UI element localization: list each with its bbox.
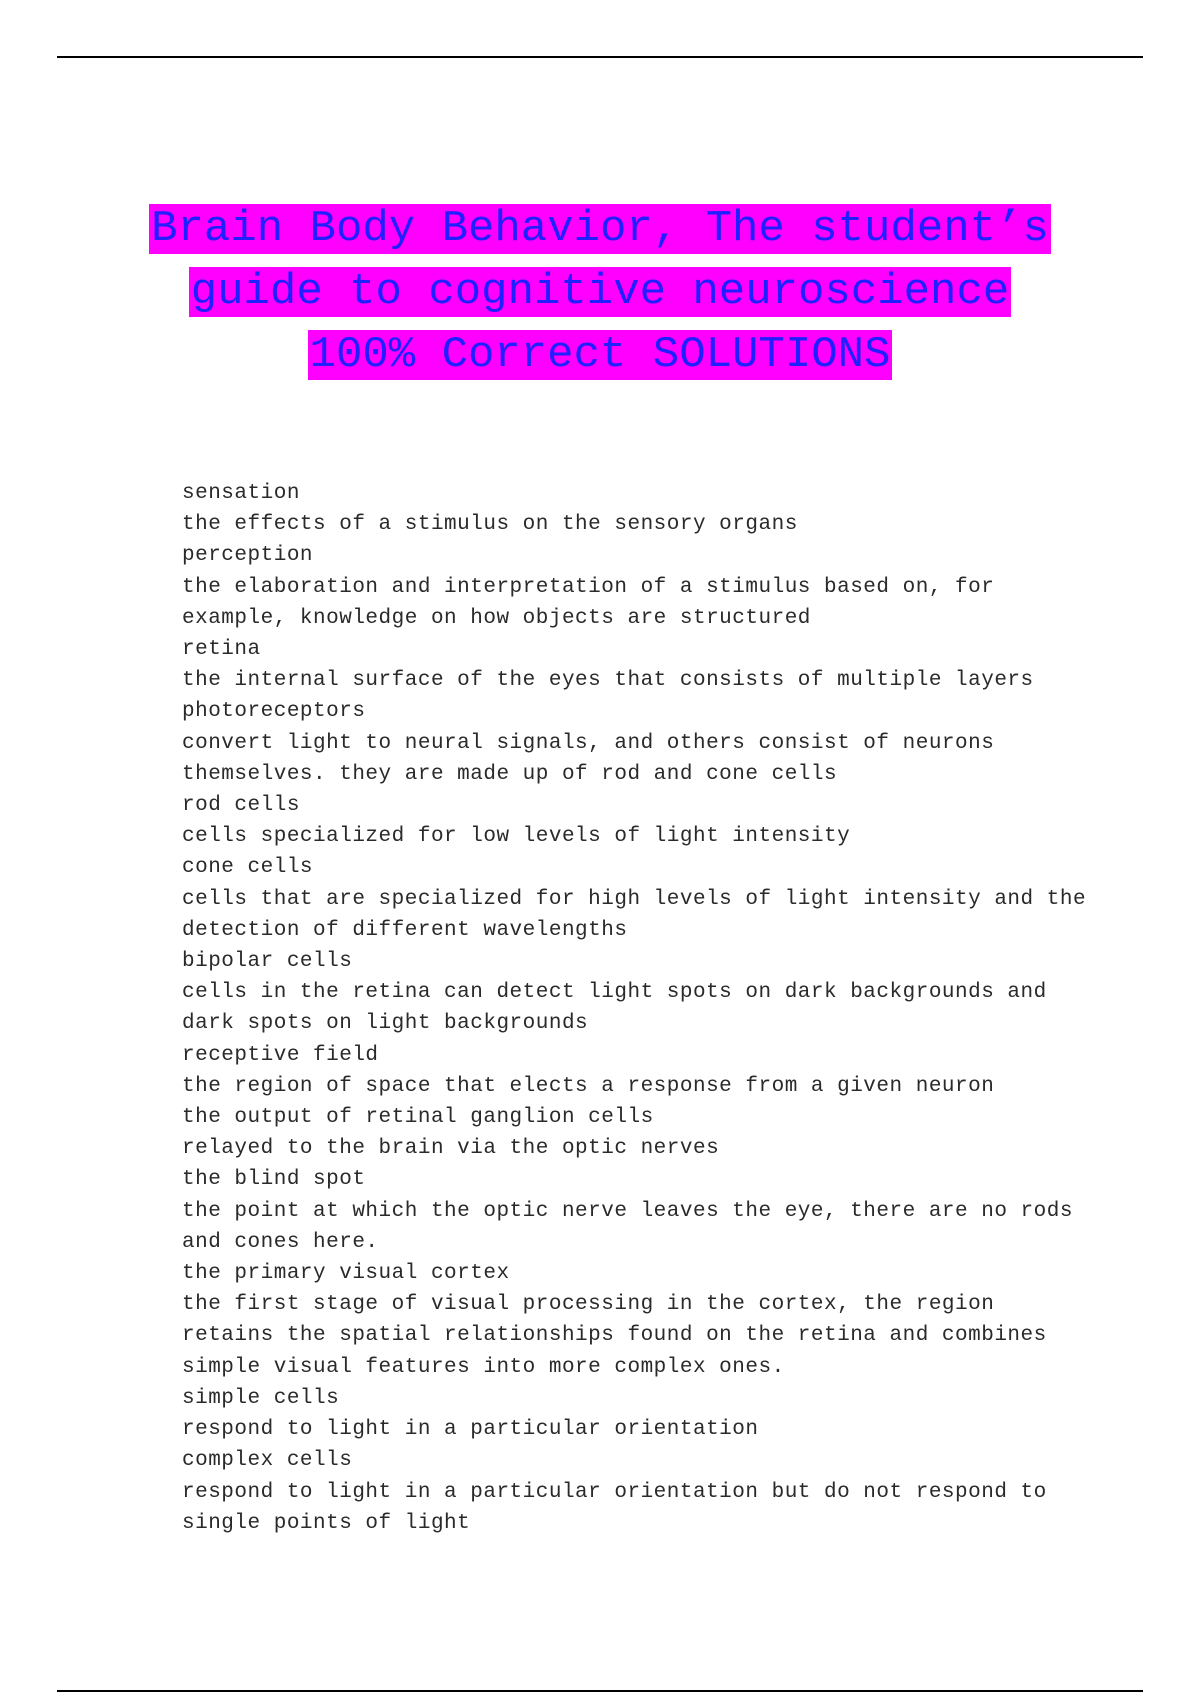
definition-line: the first stage of visual processing in the cortex, the region — [182, 1293, 995, 1317]
definition-line: the point at which the optic nerve leaves the eye, there are no rods — [182, 1199, 1073, 1223]
definition-line: and cones here. — [182, 1230, 379, 1254]
definition-line: respond to light in a particular orientation — [182, 1418, 759, 1442]
title-line — [0, 198, 1200, 261]
title-line — [0, 261, 1200, 324]
definition-line: themselves. they are made up of rod and cone cells — [182, 762, 838, 786]
title-line-text: guide to cognitive neuroscience — [190, 267, 1010, 317]
term-line: rod cells — [182, 794, 300, 818]
term-line: sensation — [182, 482, 300, 505]
definition-line: the region of space that elects a response from a given neuron — [182, 1074, 995, 1098]
title-line — [0, 324, 1200, 387]
term-line: retina — [182, 638, 261, 662]
term-line: simple cells — [182, 1386, 340, 1410]
term-line: cone cells — [182, 856, 314, 880]
definition-line: relayed to the brain via the optic nerves — [182, 1137, 720, 1161]
definition-line: detection of different wavelengths — [182, 918, 628, 942]
bottom-rule — [57, 1690, 1143, 1692]
definition-line: respond to light in a particular orientation but do not respond to — [182, 1480, 1047, 1504]
term-line: photoreceptors — [182, 700, 366, 724]
definition-line: example, knowledge on how objects are structured — [182, 606, 811, 630]
definition-line: cells that are specialized for high levels of light intensity and the — [182, 887, 1087, 911]
term-line: the blind spot — [182, 1168, 366, 1192]
top-rule — [57, 56, 1143, 58]
term-line: the primary visual cortex — [182, 1262, 510, 1286]
definition-line: the internal surface of the eyes that consists of multiple layers — [182, 669, 1034, 693]
definition-line: single points of light — [182, 1511, 471, 1535]
term-line: receptive field — [182, 1043, 379, 1067]
term-line: the output of retinal ganglion cells — [182, 1106, 654, 1130]
term-line: perception — [182, 544, 314, 568]
definition-line: the effects of a stimulus on the sensory organs — [182, 513, 798, 537]
definition-line: convert light to neural signals, and others consist of neurons — [182, 731, 995, 755]
definition-line: cells specialized for low levels of light intensity — [182, 825, 851, 849]
definition-line: the elaboration and interpretation of a stimulus based on, for — [182, 575, 995, 599]
title-line-text: Brain Body Behavior, The student’s — [151, 204, 1049, 254]
title-line-text: 100% Correct SOLUTIONS — [309, 330, 891, 380]
definition-line: retains the spatial relationships found on the retina and combines — [182, 1324, 1047, 1348]
definition-line: cells in the retina can detect light spots on dark backgrounds and — [182, 981, 1047, 1005]
term-line: complex cells — [182, 1449, 353, 1473]
definition-line: dark spots on light backgrounds — [182, 1012, 589, 1036]
document-title — [0, 198, 1200, 387]
definition-line: simple visual features into more complex ones. — [182, 1355, 785, 1379]
glossary-body — [182, 478, 1087, 1539]
term-line: bipolar cells — [182, 950, 353, 974]
